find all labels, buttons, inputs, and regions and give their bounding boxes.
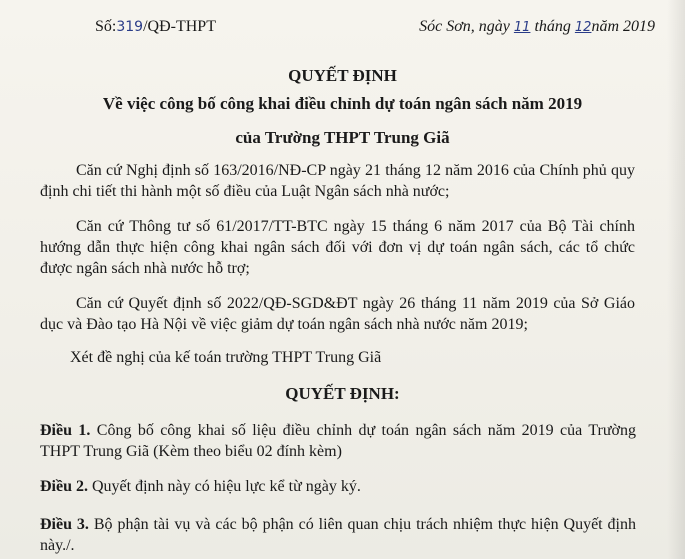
- document-subject: Về việc công bố công khai điều chỉnh dự toán ngân sách năm 2019: [102, 94, 583, 113]
- article-1-text: Công bố công khai số liệu điều chỉnh dự toán ngân sách năm 2019 của Trường THPT Trung Giã (Kèm theo biểu 02 đính kèm): [40, 422, 637, 460]
- handwritten-day: 11: [513, 20, 531, 35]
- decision-number-prefix: Số:: [95, 18, 117, 35]
- decision-number-handwritten: 319: [116, 19, 144, 35]
- article-2: [40, 476, 636, 497]
- decision-number-suffix: /QĐ-THPT: [143, 18, 216, 35]
- place-date-prefix: Sóc Sơn, ngày: [419, 18, 514, 35]
- article-3: [40, 514, 636, 556]
- legal-basis-1: Căn cứ Nghị định số 163/2016/NĐ-CP ngày 21 tháng 12 năm 2016 của Chính phủ quy định chi tiết thi hành một số điều của Luật Ngân sách nhà nước;: [40, 162, 635, 200]
- article-1: [40, 420, 636, 462]
- document-issuer: của Trường THPT Trung Giã: [235, 128, 450, 147]
- article-2-text: Quyết định này có hiệu lực kể từ ngày ký.: [88, 478, 361, 495]
- decision-heading: QUYẾT ĐỊNH:: [285, 384, 400, 403]
- article-3-label: Điều 3.: [40, 516, 89, 533]
- handwritten-month: 12: [574, 20, 592, 35]
- month-label: tháng: [530, 18, 575, 35]
- legal-basis-3: Căn cứ Quyết định số 2022/QĐ-SGD&ĐT ngày 26 tháng 11 năm 2019 của Sở Giáo dục và Đào tạo Hà Nội về việc giảm dự toán ngân sách nhà nước năm 2019;: [40, 295, 635, 333]
- proposal-basis: Xét đề nghị của kế toán trường THPT Trung Giã: [70, 349, 382, 366]
- place-date: [419, 18, 655, 36]
- decision-number: [95, 18, 216, 36]
- document-header: [95, 18, 655, 38]
- document-title: QUYẾT ĐỊNH: [288, 66, 397, 85]
- legal-basis-2: Căn cứ Thông tư số 61/2017/TT-BTC ngày 15 tháng 6 năm 2017 của Bộ Tài chính hướng dẫn thực hiện công khai ngân sách đối với đơn vị dự toán ngân sách, các tổ chức được ngân sách nhà nước hỗ trợ;: [40, 218, 635, 277]
- article-3-text: Bộ phận tài vụ và các bộ phận có liên quan chịu trách nhiệm thực hiện Quyết định này./.: [40, 516, 637, 554]
- year-text: năm 2019: [591, 18, 655, 35]
- article-1-label: Điều 1.: [40, 422, 91, 439]
- article-2-label: Điều 2.: [40, 478, 88, 495]
